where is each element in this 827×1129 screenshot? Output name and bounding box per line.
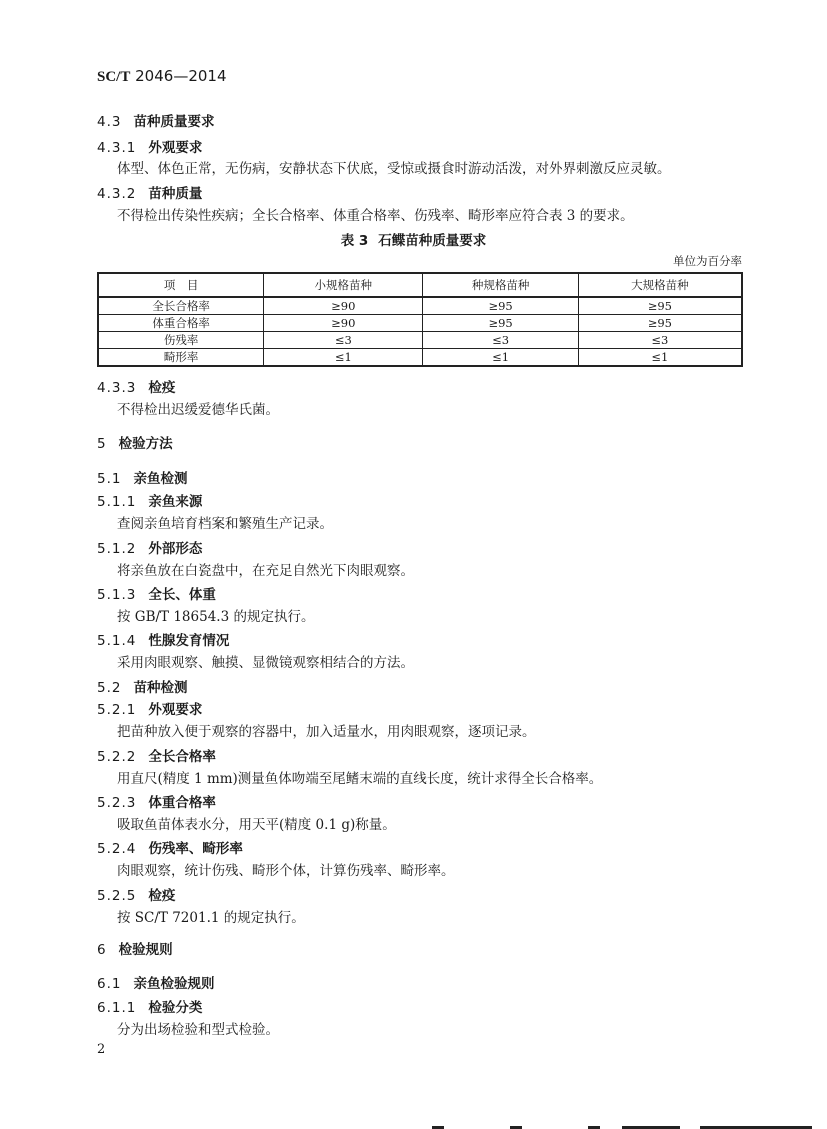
table-row — [98, 297, 742, 315]
section-heading: 4.3.1 外观要求 — [97, 140, 203, 156]
section-paragraph: 分为出场检验和型式检验。 — [117, 1022, 279, 1038]
table-cell: 伤残率 — [98, 332, 264, 349]
table-row — [98, 349, 742, 367]
table-cell: ≥95 — [578, 315, 742, 332]
table-unit: 单位为百分率 — [673, 254, 742, 268]
section-heading: 5.1.1 亲鱼来源 — [97, 494, 203, 510]
table-cell: ≥95 — [423, 315, 578, 332]
standard-prefix: SC/T — [97, 69, 131, 85]
table-cell: ≥90 — [264, 297, 423, 315]
page-number: 2 — [97, 1042, 106, 1057]
section-paragraph: 肉眼观察，统计伤残、畸形个体，计算伤残率、畸形率。 — [117, 863, 455, 879]
section-heading: 5.1.3 全长、体重 — [97, 587, 216, 603]
quality-table — [97, 272, 743, 367]
section-paragraph: 吸取鱼苗体表水分，用天平(精度 0.1 g)称量。 — [117, 817, 396, 833]
section-heading: 5.2.4 伤残率、畸形率 — [97, 841, 243, 857]
standard-code — [97, 67, 227, 86]
table-row — [98, 332, 742, 349]
section-paragraph: 用直尺(精度 1 mm)测量鱼体吻端至尾鳍末端的直线长度，统计求得全长合格率。 — [117, 771, 603, 787]
section-paragraph: 不得检出传染性疾病；全长合格率、体重合格率、伤残率、畸形率应符合表 3 的要求。 — [117, 208, 634, 224]
section-heading: 4.3.2 苗种质量 — [97, 186, 203, 202]
table-cell: ≤1 — [423, 349, 578, 367]
table-title: 石鲽苗种质量要求 — [378, 233, 487, 249]
table-header-cell: 小规格苗种 — [264, 273, 423, 297]
table-number: 表 3 — [340, 233, 369, 249]
table-cell: ≤1 — [578, 349, 742, 367]
standard-number: 2046—2014 — [135, 67, 227, 85]
section-paragraph: 不得检出迟缓爱德华氏菌。 — [117, 402, 279, 418]
section-paragraph: 体型、体色正常，无伤病，安静状态下伏底，受惊或摄食时游动活泼，对外界刺激反应灵敏。 — [117, 161, 671, 177]
section-heading: 6.1 亲鱼检验规则 — [97, 976, 215, 992]
section-heading: 5.2.3 体重合格率 — [97, 795, 216, 811]
table-cell: 畸形率 — [98, 349, 264, 367]
section-paragraph: 查阅亲鱼培育档案和繁殖生产记录。 — [117, 516, 333, 532]
table-cell: 全长合格率 — [98, 297, 264, 315]
section-heading: 5.2.1 外观要求 — [97, 702, 203, 718]
section-heading: 4.3 苗种质量要求 — [97, 114, 215, 130]
section-heading: 4.3.3 检疫 — [97, 380, 176, 396]
section-heading: 5.1.2 外部形态 — [97, 541, 203, 557]
table-header-cell: 种规格苗种 — [423, 273, 578, 297]
table-cell: ≤1 — [264, 349, 423, 367]
section-paragraph: 将亲鱼放在白瓷盘中，在充足自然光下肉眼观察。 — [117, 563, 414, 579]
section-paragraph: 按 GB/T 18654.3 的规定执行。 — [117, 609, 315, 625]
table-row — [98, 315, 742, 332]
section-heading: 5.1.4 性腺发育情况 — [97, 633, 230, 649]
section-heading: 5.1 亲鱼检测 — [97, 471, 188, 487]
table-cell: ≥95 — [423, 297, 578, 315]
section-paragraph: 按 SC/T 7201.1 的规定执行。 — [117, 910, 305, 926]
section-heading: 5.2.2 全长合格率 — [97, 749, 216, 765]
chapter-heading: 5 检验方法 — [97, 436, 173, 452]
table-header-row — [98, 273, 742, 297]
table-cell: ≥90 — [264, 315, 423, 332]
section-heading: 5.2 苗种检测 — [97, 680, 188, 696]
chapter-heading: 6 检验规则 — [97, 942, 173, 958]
table-cell: ≤3 — [578, 332, 742, 349]
table-cell: ≤3 — [423, 332, 578, 349]
table-header-cell: 项 目 — [98, 273, 264, 297]
section-heading: 6.1.1 检验分类 — [97, 1000, 203, 1016]
section-heading: 5.2.5 检疫 — [97, 888, 176, 904]
table-header-cell: 大规格苗种 — [578, 273, 742, 297]
table-caption — [0, 229, 827, 249]
table-cell: 体重合格率 — [98, 315, 264, 332]
section-paragraph: 把苗种放入便于观察的容器中，加入适量水，用肉眼观察，逐项记录。 — [117, 724, 536, 740]
table-cell: ≥95 — [578, 297, 742, 315]
section-paragraph: 采用肉眼观察、触摸、显微镜观察相结合的方法。 — [117, 655, 414, 671]
table-cell: ≤3 — [264, 332, 423, 349]
